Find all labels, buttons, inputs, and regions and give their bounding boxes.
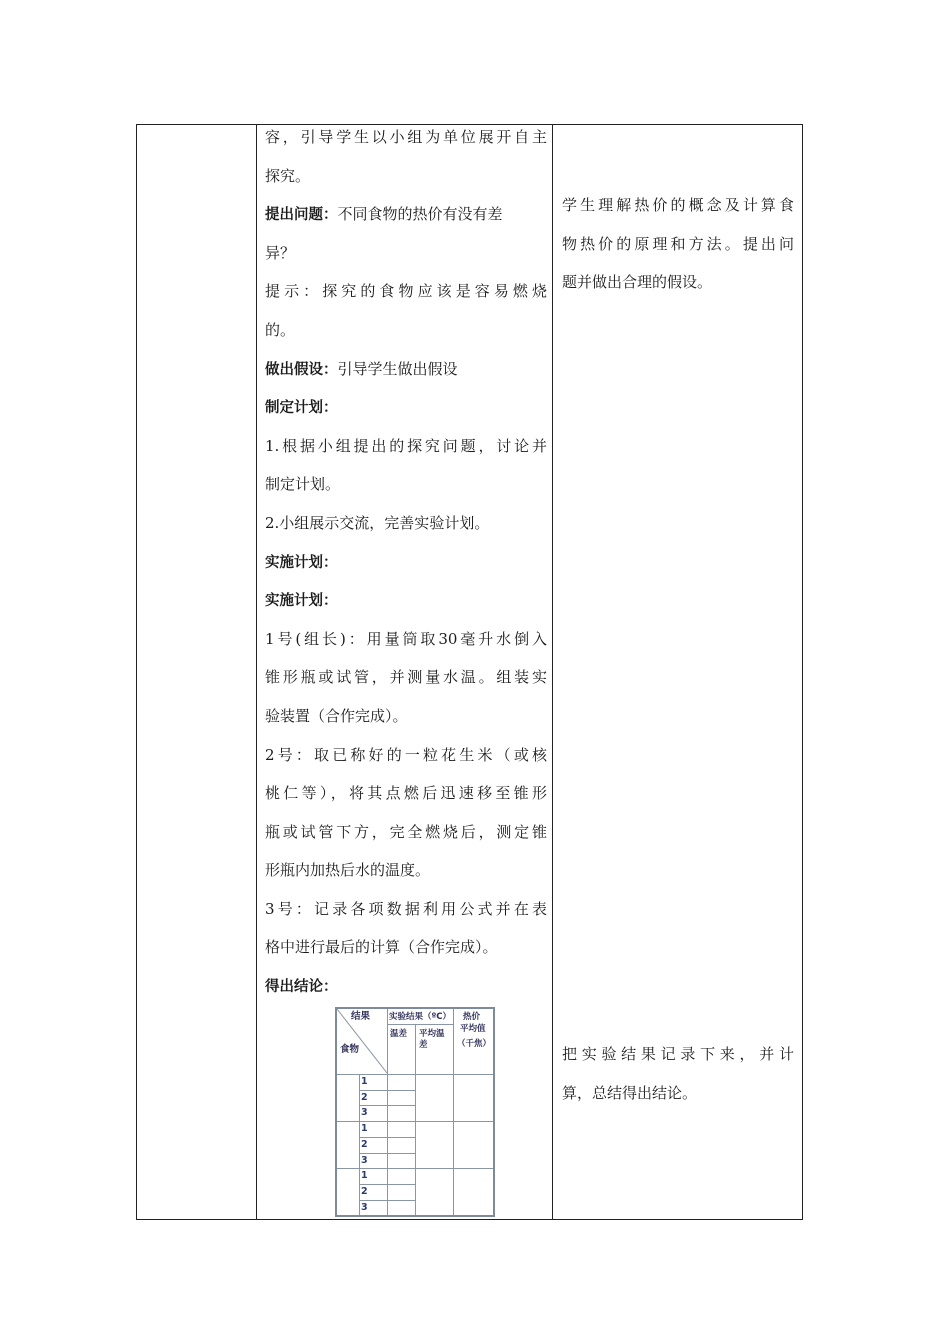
trial-number: 3 [361,1201,368,1213]
text-line [265,967,547,1006]
trial-number: 2 [361,1185,368,1197]
text-line [265,157,547,196]
text-line [265,311,547,350]
section-heading: 制定计划： [265,400,338,417]
text-line [265,504,547,543]
body-text: 2号：取已称好的一粒花生米（或核 [265,745,547,764]
header-average-difference-b: 差 [419,1040,428,1050]
row-divider [359,1200,415,1201]
body-text: 探究。 [265,166,311,185]
header-heat-value: 热价 [463,1012,481,1022]
text-line: 把实验结果记录下来，并计 [562,1045,794,1063]
column-divider-right [552,124,553,1220]
trial-number: 1 [361,1076,368,1087]
text-line [265,774,547,813]
text-line: 题并做出合理的假设。 [562,273,713,292]
body-text: 异？ [265,243,296,262]
header-heat-average: 平均值 [460,1024,486,1034]
text-line [265,736,547,775]
section-heading: 提出问题： [265,207,338,224]
section-heading: 实施计划： [265,593,338,610]
body-text: 容，引导学生以小组为单位展开自主 [265,128,547,146]
corner-label-food: 食物 [340,1044,360,1055]
text-line [265,388,547,427]
column-divider-left [256,124,257,1220]
header-heat-unit: （千焦） [457,1039,492,1049]
text-line [265,427,547,466]
text-line [265,658,547,697]
text-line [265,272,547,311]
result-data-table [335,1007,495,1217]
trial-number: 1 [361,1123,368,1135]
text-line [265,581,547,620]
header-temperature-difference: 温差 [390,1029,408,1039]
body-text: 1号(组长)：用量筒取30毫升水倒入 [265,629,547,648]
body-text: 形瓶内加热后水的温度。 [265,861,431,880]
trial-number: 2 [361,1091,368,1103]
text-line [265,851,547,890]
body-text: 瓶或试管下方，完全燃烧后，测定锥 [265,822,547,841]
body-text: 2.小组展示交流，完善实验计划。 [265,513,490,532]
header-average-difference-a: 平均温 [419,1029,445,1039]
body-text: 格中进行最后的计算（合作完成）。 [265,938,498,957]
trial-number: 2 [361,1138,368,1150]
teaching-activity-column [265,118,547,1006]
row-divider [359,1153,415,1154]
body-text: 的。 [265,320,296,339]
header-experiment-results: 实验结果（ºC） [389,1012,452,1022]
row-divider [359,1090,415,1091]
text-line: 学生理解热价的概念及计算食 [562,196,794,214]
body-text: 验装置（合作完成）。 [265,706,408,725]
body-text: 桃仁等），将其点燃后迅速移至锥形 [265,784,547,803]
body-text: 锥形瓶或试管，并测量水温。组装实 [265,668,547,687]
row-divider [359,1184,415,1185]
text-line: 算，总结得出结论。 [562,1083,698,1102]
section-heading: 实施计划： [265,554,338,571]
body-text: 制定计划。 [265,475,341,494]
row-divider [359,1137,415,1138]
body-text: 提示：探究的食物应该是容易燃烧 [265,282,547,301]
student-activity-block-2 [562,1035,794,1112]
trial-number: 3 [361,1154,368,1166]
text-line [265,118,547,157]
group-divider [337,1168,493,1169]
corner-label-results: 结果 [351,1011,371,1022]
text-line [265,195,547,234]
body-text: 引导学生做出假设 [337,359,458,378]
trial-number: 3 [361,1107,368,1119]
text-line [265,928,547,967]
text-line [265,234,547,273]
text-line [265,813,547,852]
text-line [265,697,547,736]
text-line [265,465,547,504]
student-activity-block-1 [562,186,794,302]
section-heading: 得出结论： [265,979,338,996]
trial-number: 1 [361,1170,368,1182]
text-line [265,620,547,659]
body-text: 1.根据小组提出的探究问题，讨论并 [265,436,547,455]
text-line [265,890,547,929]
body-text: 3号：记录各项数据利用公式并在表 [265,899,547,918]
text-line [265,350,547,389]
body-text: 不同食物的热价有没有差 [337,205,503,224]
row-divider [359,1105,415,1106]
text-line: 物热价的原理和方法。提出问 [562,234,794,253]
section-heading: 做出假设： [265,361,338,378]
text-line [265,543,547,582]
group-divider [337,1121,493,1122]
